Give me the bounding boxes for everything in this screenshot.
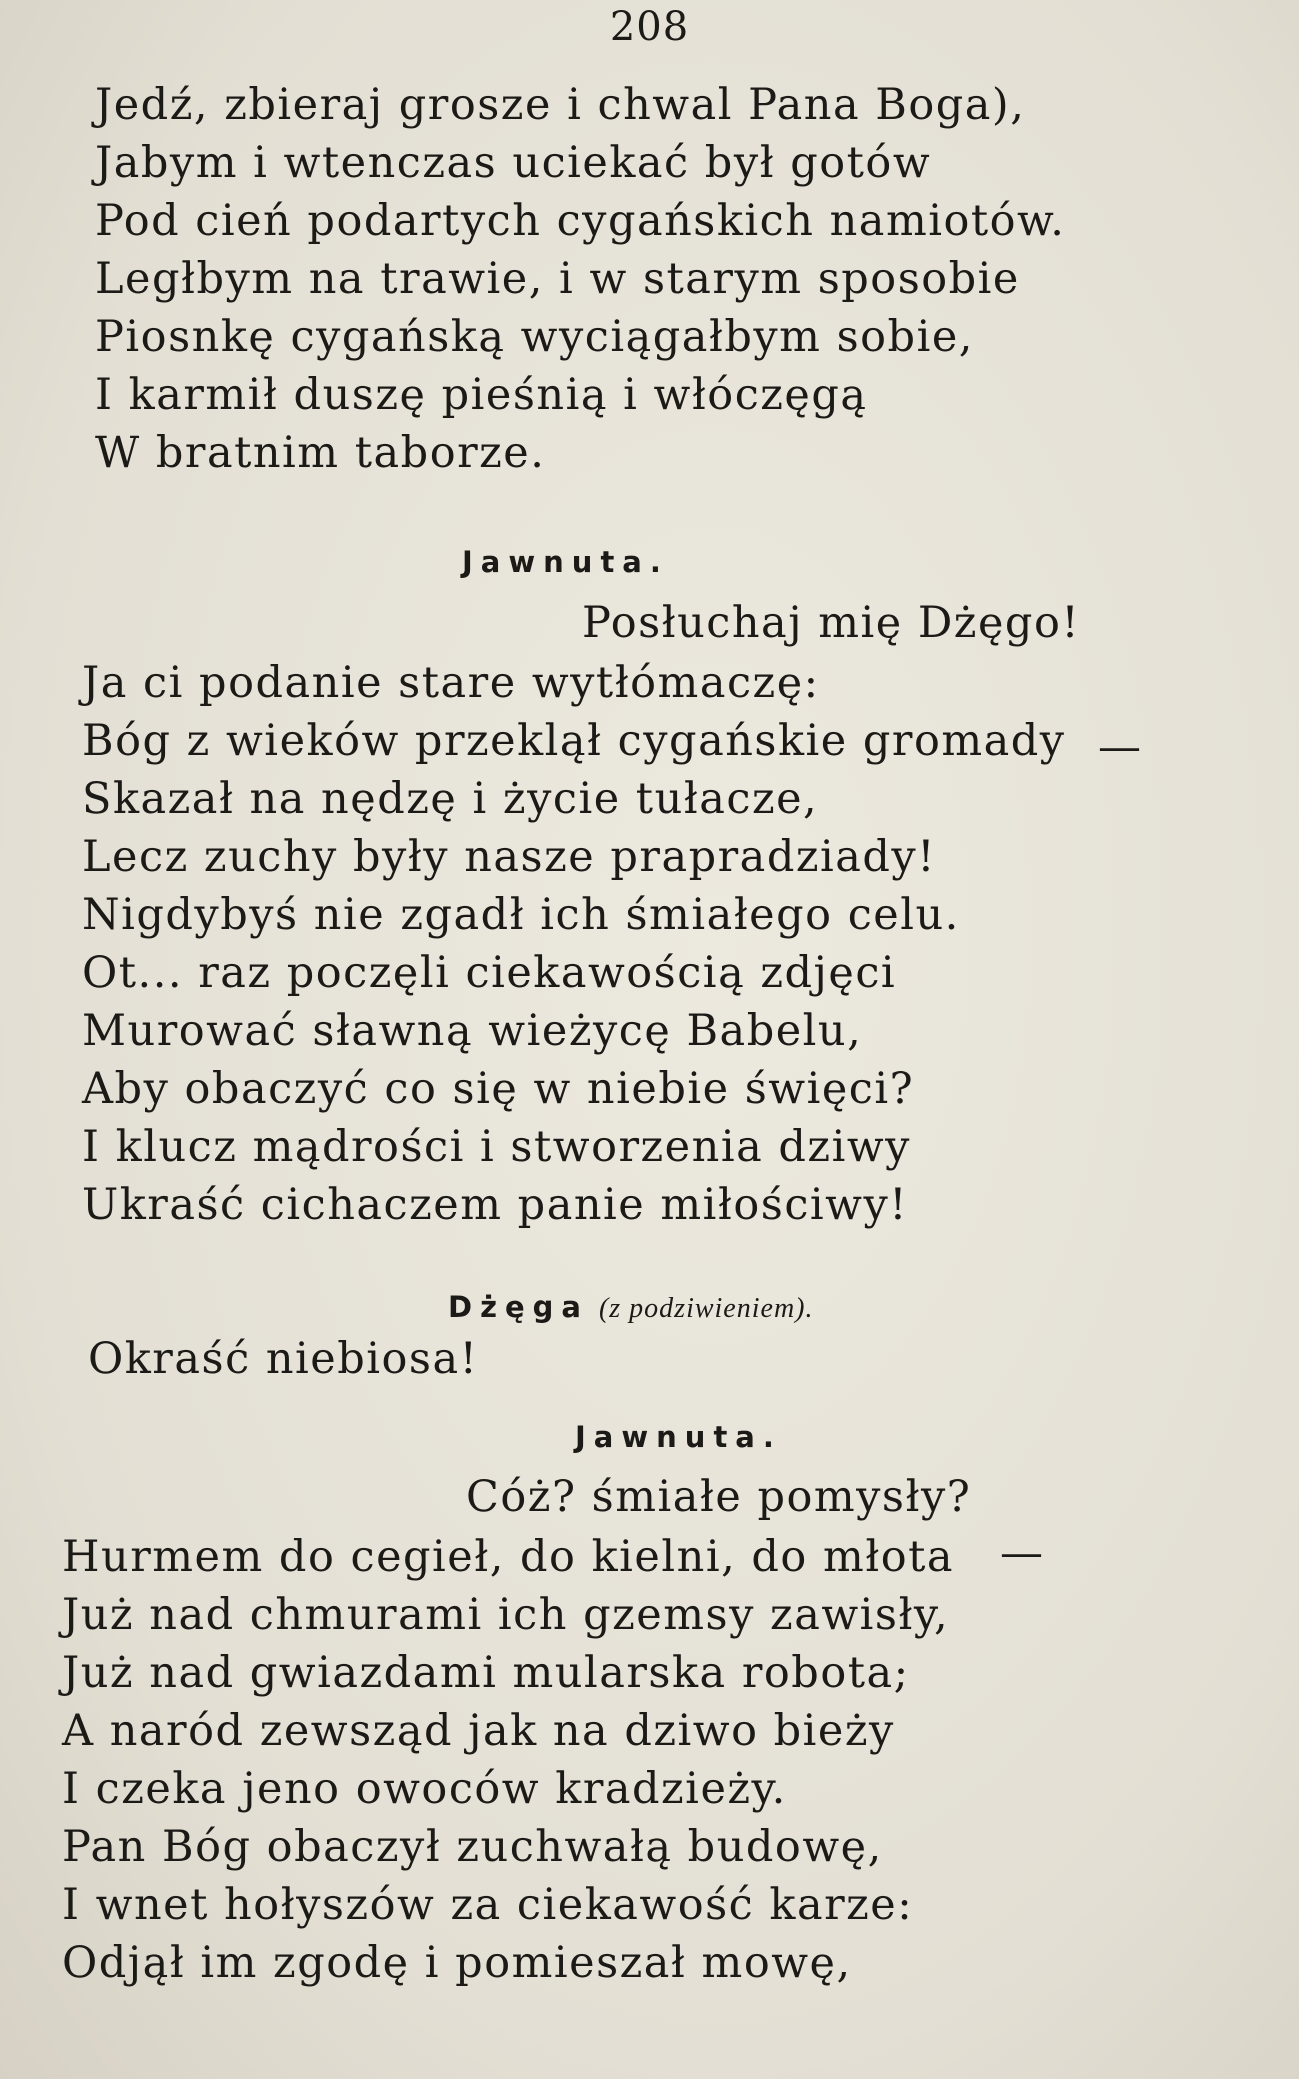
verse-speech-3 [62,1528,954,1992]
verse-line: W bratnim taborze. [95,428,546,478]
verse-stanza-1 [95,76,1065,482]
em-dash: — [1098,722,1141,772]
verse-line: I wnet hołyszów za ciekawość karze: [62,1880,914,1930]
em-dash: — [1000,1528,1043,1578]
verse-line: Lecz zuchy były nasze prapradziady! [82,832,936,882]
page-number: 208 [609,4,690,50]
verse-line: I czeka jeno owoców kradzieży. [62,1764,787,1814]
verse-line: Skazał na nędzę i życie tułacze, [82,774,819,824]
verse-line: Piosnkę cygańską wyciągałbym sobie, [95,312,974,362]
speech-dzega [88,1330,478,1388]
verse-line: Aby obaczyć co się w niebie święci? [82,1064,915,1114]
verse-line: Ja ci podanie stare wytłómaczę: [82,658,820,708]
verse-line: Jedź, zbieraj grosze i chwal Pana Boga), [95,80,1026,130]
verse-line: Pod cień podartych cygańskich namiotów. [95,196,1066,246]
speech-opening-line-2 [466,1468,971,1526]
verse-line: Posłuchaj mię Dżęgo! [582,598,1081,648]
verse-line: A naród zewsząd jak na dziwo bieży [62,1706,895,1756]
verse-line: Ot... raz poczęli ciekawością zdjęci [82,948,897,998]
verse-line: Jabym i wtenczas uciekać był gotów [95,138,932,188]
verse-line: Odjął im zgodę i pomieszał mowę, [62,1938,852,1988]
speaker-heading-jawnuta-2: Jawnuta. [575,1420,782,1454]
verse-line: Murować sławną wieżycę Babelu, [82,1006,863,1056]
verse-line: I klucz mądrości i stworzenia dziwy [82,1122,911,1172]
verse-line: Cóż? śmiałe pomysły? [466,1472,972,1522]
verse-line: Nigdybyś nie zgadł ich śmiałego celu. [82,890,960,940]
speaker-heading-jawnuta: Jawnuta. [462,545,669,579]
verse-line: Ukraść cichaczem panie miłościwy! [82,1180,909,1230]
speech-opening-line [582,594,1080,652]
verse-line: Ległbym na trawie, i w starym sposobie [95,254,1020,304]
verse-line: Okraść niebiosa! [88,1334,479,1384]
verse-line: Już nad gwiazdami mularska robota; [62,1648,910,1698]
verse-line: I karmił duszę pieśnią i włóczęgą [95,370,868,420]
speaker-name: Dżęga [448,1290,589,1324]
verse-line: Bóg z wieków przeklął cygańskie gromady [82,716,1066,766]
verse-line: Już nad chmurami ich gzemsy zawisły, [62,1590,950,1640]
speaker-heading-dzega [448,1290,813,1325]
verse-line: Pan Bóg obaczył zuchwałą budowę, [62,1822,883,1872]
verse-speech-1 [82,654,1066,1234]
stage-direction: (z podziwieniem). [598,1293,814,1324]
verse-line: Hurmem do cegieł, do kielni, do młota [62,1532,955,1582]
